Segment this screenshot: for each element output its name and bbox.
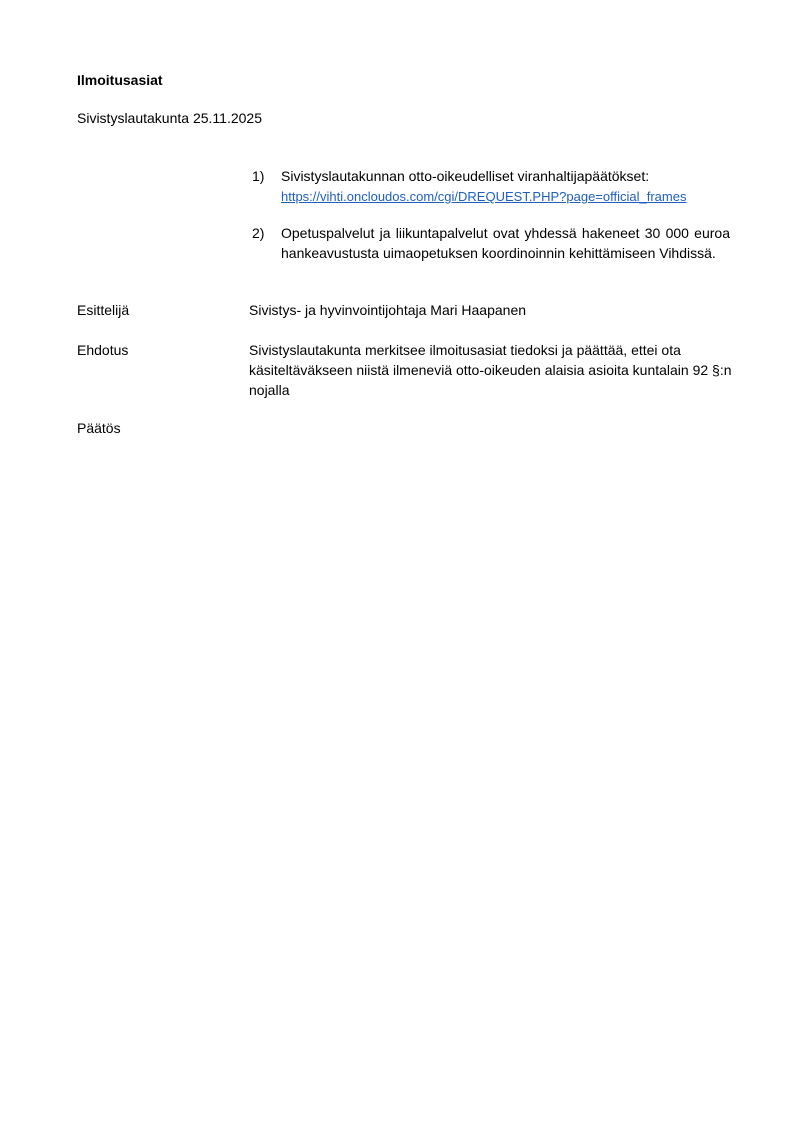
notice-item-2 bbox=[250, 223, 730, 263]
official-decisions-link[interactable]: https://vihti.oncloudos.com/cgi/DREQUEST.PHP?page=official_frames bbox=[281, 189, 687, 204]
notice-text: Sivistyslautakunnan otto-oikeudelliset viranhaltijapäätökset: bbox=[281, 168, 650, 184]
presenter-value: Sivistys- ja hyvinvointijohtaja Mari Haapanen bbox=[249, 302, 527, 318]
board-meeting-line: Sivistyslautakunta 25.11.2025 bbox=[77, 110, 262, 126]
notice-item-1 bbox=[250, 166, 730, 207]
notice-list bbox=[250, 166, 730, 279]
proposal-value: Sivistyslautakunta merkitsee ilmoitusasiat tiedoksi ja päättää, ettei ota käsiteltäväkseen niistä ilmeneviä otto-oikeuden alaisia asioita kuntalain 92 §:n nojalla bbox=[249, 342, 732, 398]
proposal-label: Ehdotus bbox=[77, 342, 129, 358]
page-title: Ilmoitusasiat bbox=[77, 72, 163, 88]
notice-number: 2) bbox=[252, 225, 265, 241]
notice-number: 1) bbox=[252, 168, 265, 184]
presenter-label: Esittelijä bbox=[77, 302, 130, 318]
decision-label: Päätös bbox=[77, 420, 121, 436]
notice-text: Opetuspalvelut ja liikuntapalvelut ovat yhdessä hakeneet 30 000 euroa hankeavustusta uimaopetuksen koordinoinnin kehittämiseen Vihdissä. bbox=[281, 225, 730, 261]
